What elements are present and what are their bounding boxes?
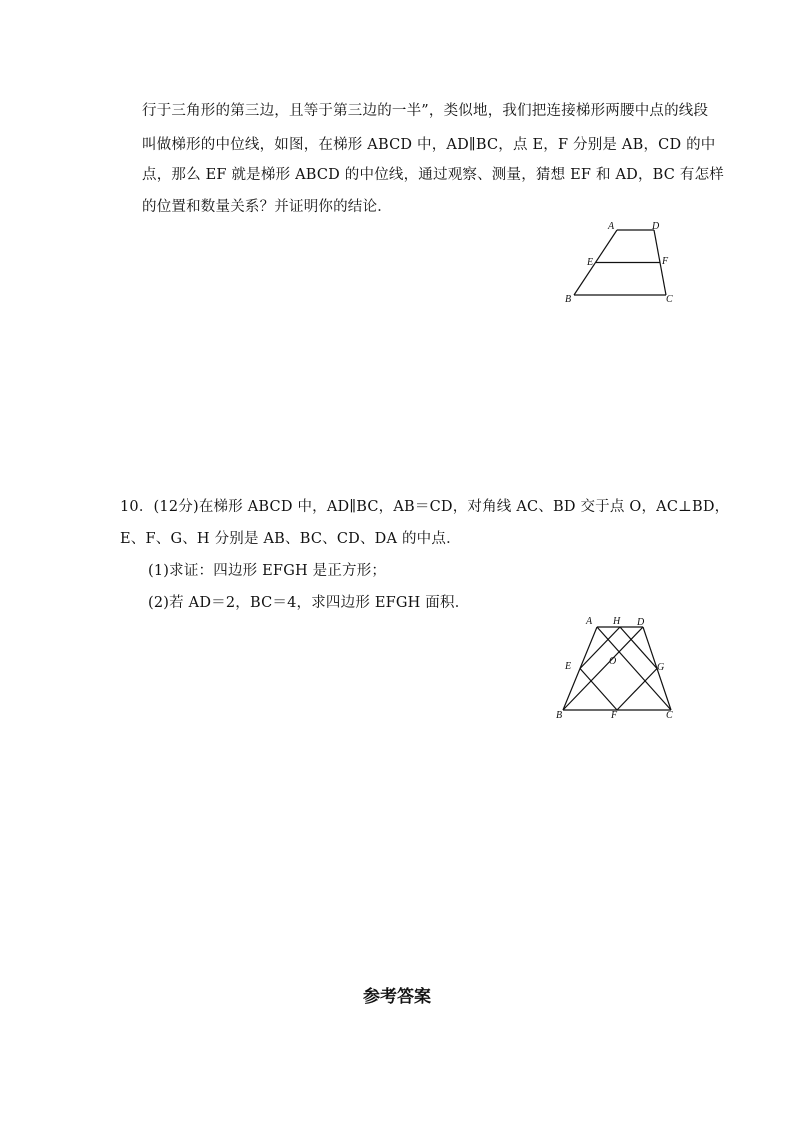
problem9-trapezoid-figure: [560, 218, 680, 308]
label-d: D: [637, 617, 645, 628]
answers-heading: 参考答案: [363, 987, 431, 1007]
problem10-line1: 10．(12分)在梯形 ABCD 中，AD∥BC，AB＝CD，对角线 AC、BD 交于点 O，AC⊥BD，: [120, 499, 730, 515]
problem10-part2: (2)若 AD＝2，BC＝4，求四边形 EFGH 面积．: [148, 595, 470, 611]
label-o: O: [609, 656, 617, 667]
label-f: F: [662, 256, 669, 267]
label-f: F: [611, 710, 618, 721]
problem9-line4: 的位置和数量关系？并证明你的结论．: [142, 199, 392, 215]
problem9-line2: 叫做梯形的中位线，如图，在梯形 ABCD 中，AD∥BC，点 E，F 分别是 AB，CD 的中: [142, 137, 716, 153]
label-a: A: [586, 616, 593, 627]
segment-hg: [620, 627, 657, 669]
segment-fe: [580, 669, 617, 711]
label-a: A: [608, 221, 615, 232]
label-c: C: [666, 710, 673, 721]
label-e: E: [565, 661, 572, 672]
label-d: D: [652, 221, 660, 232]
problem10-line2: E、F、G、H 分别是 AB、BC、CD、DA 的中点．: [120, 531, 461, 547]
label-h: H: [613, 616, 621, 627]
problem10-part1: (1)求证：四边形 EFGH 是正方形；: [148, 563, 387, 579]
problem9-line1: 行于三角形的第三边，且等于第三边的一半”，类似地，我们把连接梯形两腰中点的线段: [142, 103, 709, 119]
label-c: C: [666, 294, 673, 305]
label-b: B: [556, 710, 563, 721]
segment-gf: [617, 669, 657, 711]
label-g: G: [657, 662, 665, 673]
label-e: E: [587, 257, 594, 268]
problem9-line3: 点，那么 EF 就是梯形 ABCD 的中位线，通过观察、测量，猜想 EF 和 AD，BC 有怎样: [142, 167, 724, 183]
problem10-trapezoid-figure: [550, 612, 680, 722]
label-b: B: [565, 294, 572, 305]
